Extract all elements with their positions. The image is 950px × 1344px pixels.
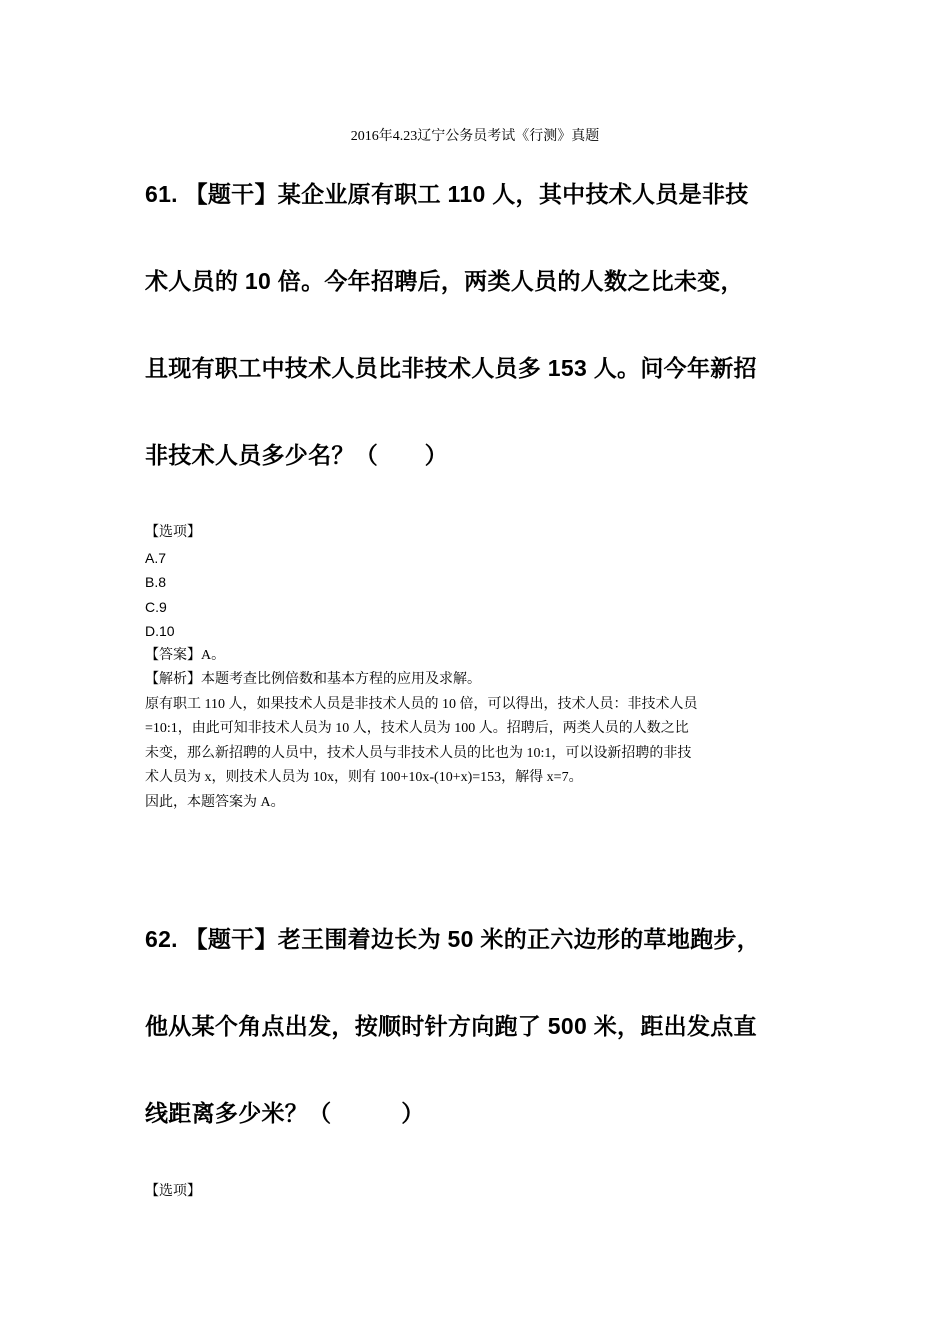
- question-61-details: [145, 521, 810, 815]
- stem-line: 61. 【题干】某企业原有职工 110 人，其中技术人员是非技: [145, 181, 749, 207]
- answer: 【答案】A。: [145, 647, 226, 663]
- option-c: C.9: [145, 598, 167, 615]
- options-label: 【选项】: [145, 1184, 201, 1199]
- option-a: A.7: [145, 549, 167, 566]
- analysis-intro: 【解析】本题考查比例倍数和基本方程的应用及求解。: [145, 672, 481, 687]
- stem-line: 62. 【题干】老王围着边长为 50 米的正六边形的草地跑步，: [145, 926, 761, 952]
- option-d: D.10: [145, 623, 175, 639]
- analysis-line: 术人员为 x，则技术人员为 10x，则有 100+10x-(10+x)=153，解得 x=7。: [145, 770, 583, 785]
- stem-line: 他从某个角点出发，按顺时针方向跑了 500 米，距出发点直: [145, 1013, 757, 1039]
- stem-line: 非技术人员多少名？（ ）: [145, 442, 448, 468]
- analysis-line: 原有职工 110 人，如果技术人员是非技术人员的 10 倍，可以得出，技术人员：非技术人员: [145, 696, 698, 712]
- analysis-paragraph: [145, 693, 810, 791]
- stem-line: 线距离多少米？（ ）: [145, 1100, 425, 1126]
- analysis-line: =10:1，由此可知非技术人员为 10 人，技术人员为 100 人。招聘后，两类人员的人数之比: [145, 721, 689, 736]
- question-62-details: [145, 1180, 810, 1205]
- stem-line: 术人员的 10 倍。今年招聘后，两类人员的人数之比未变，: [145, 268, 744, 294]
- conclusion: 因此，本题答案为 A。: [145, 794, 285, 810]
- options-label: 【选项】: [145, 525, 201, 540]
- stem-line: 且现有职工中技术人员比非技术人员多 153 人。问今年新招: [145, 355, 757, 381]
- page-title: 2016年4.23辽宁公务员考试《行测》真题: [350, 129, 600, 144]
- analysis-line: 未变，那么新招聘的人员中，技术人员与非技术人员的比也为 10:1，可以设新招聘的非技: [145, 745, 692, 761]
- option-b: B.8: [145, 574, 167, 590]
